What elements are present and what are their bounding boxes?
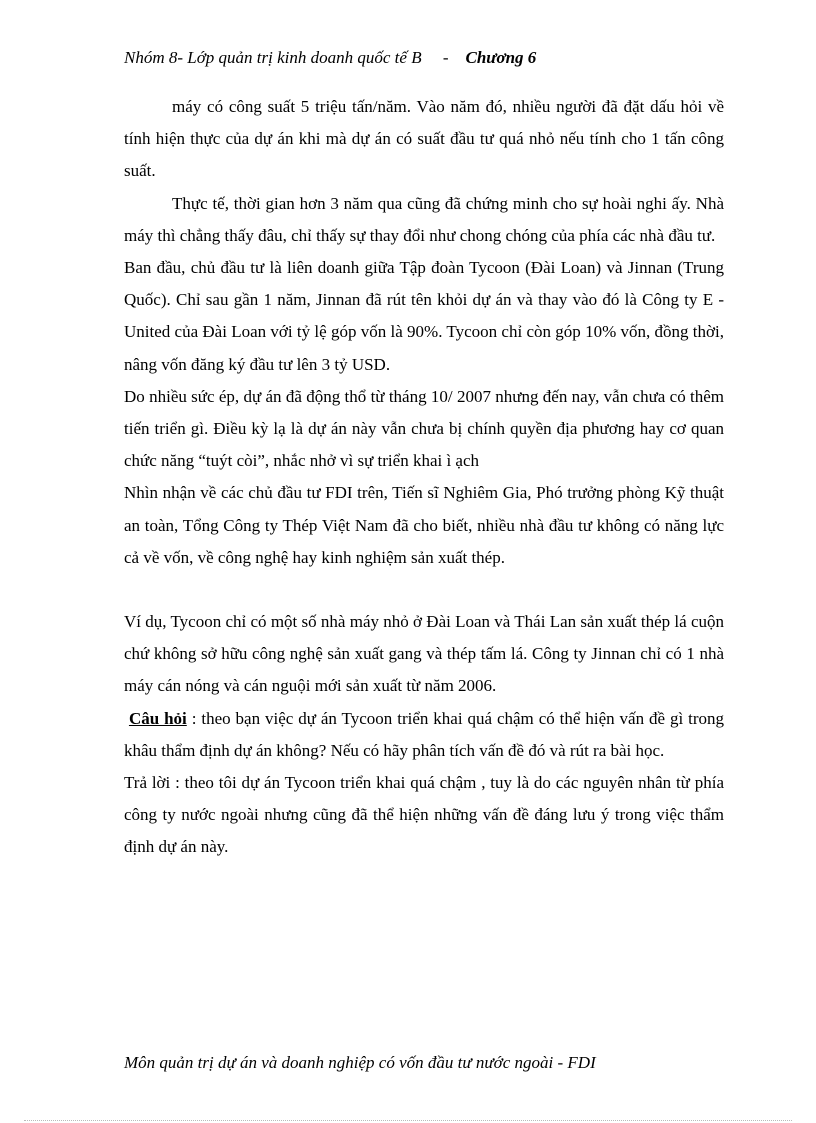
paragraph-3: Ban đầu, chủ đầu tư là liên doanh giữa Tập đoàn Tycoon (Đài Loan) và Jinnan (Trung Quốc). Chỉ sau gần 1 năm, Jinnan đã rút tên khỏi dự án và thay vào đó là Công ty E - United của Đài Loan với tỷ lệ góp vốn là 90%. Tycoon chỉ còn góp 10% vốn, đồng thời, nâng vốn đăng ký đầu tư lên 3 tỷ USD. [124,258,724,374]
question-paragraph [124,703,724,767]
paragraph-5: Nhìn nhận về các chủ đầu tư FDI trên, Tiến sĩ Nghiêm Gia, Phó trưởng phòng Kỹ thuật an toàn, Tổng Công ty Thép Việt Nam đã cho biết, nhiều nhà đầu tư không có năng lực cả về vốn, về công nghệ hay kinh nghiệm sản xuất thép. [124,483,724,567]
question-text: : theo bạn việc dự án Tycoon triển khai quá chậm có thể hiện vấn đề gì trong khâu thẩm định dự án không? Nếu có hãy phân tích vấn đề đó và rút ra bài học. [124,708,725,760]
paragraph-2: Thực tế, thời gian hơn 3 năm qua cũng đã chứng minh cho sự hoài nghi ấy. Nhà máy thì chẳng thấy đâu, chỉ thấy sự thay đổi như chong chóng của phía các nhà đầu tư. [124,193,724,245]
header-chapter: Chương 6 [465,48,537,67]
document-body [124,91,724,864]
header-text: Nhóm 8- Lớp quản trị kinh doanh quốc tế B - [124,48,466,67]
answer-paragraph: Trả lời : theo tôi dự án Tycoon triển khai quá chậm , tuy là do các nguyên nhân từ phía công ty nước ngoài nhưng cũng đã thể hiện những vấn đề đáng lưu ý trong việc thẩm định dự án này. [124,773,724,857]
paragraph-gap [124,574,724,606]
question-label: Câu hỏi [128,708,187,728]
page-footer: Môn quản trị dự án và doanh nghiệp có vốn đầu tư nước ngoài - FDI [124,1053,596,1072]
paragraph-6: Ví dụ, Tycoon chỉ có một số nhà máy nhỏ ở Đài Loan và Thái Lan sản xuất thép lá cuộn chứ không sở hữu công nghệ sản xuất gang và thép tấm lá. Công ty Jinnan chỉ có 1 nhà máy cán nóng và cán nguội mới sản xuất từ năm 2006. [124,612,724,696]
paragraph-4: Do nhiều sức ép, dự án đã động thổ từ tháng 10/ 2007 nhưng đến nay, vẫn chưa có thêm tiến triển gì. Điều kỳ lạ là dự án này vẫn chưa bị chính quyền địa phương hay cơ quan chức năng “tuýt còi”, nhắc nhở vì sự triển khai ì ạch [124,386,724,471]
page-header [124,48,536,68]
page-bottom-divider [24,1120,792,1121]
paragraph-1: máy có công suất 5 triệu tấn/năm. Vào năm đó, nhiều người đã đặt dấu hỏi về tính hiện thực của dự án khi mà dự án có suất đầu tư quá nhỏ nếu tính cho 1 tấn công suất. [124,97,724,181]
